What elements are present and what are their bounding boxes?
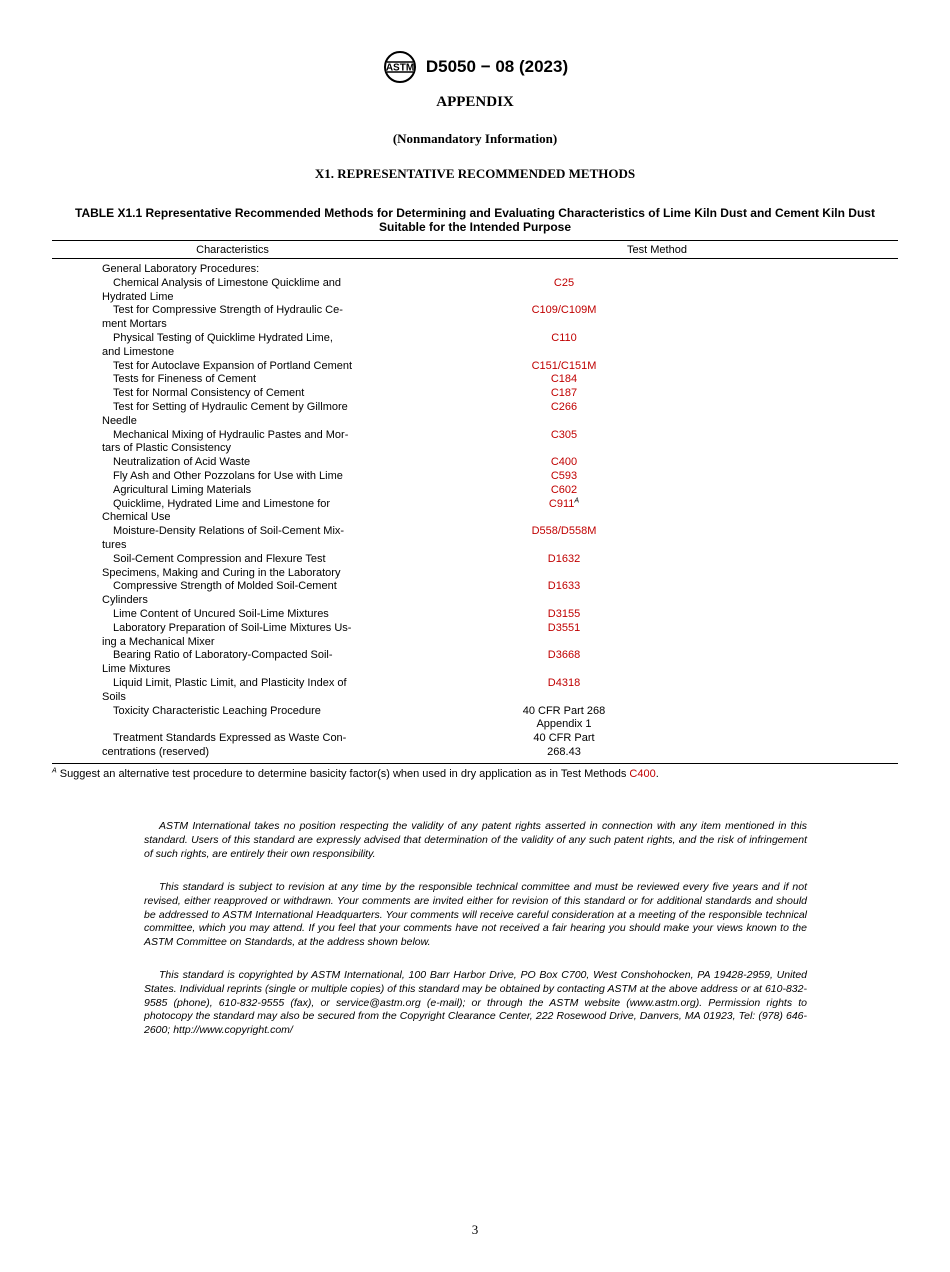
- group-label: General Laboratory Procedures:: [102, 263, 260, 275]
- footnote-end: .: [655, 768, 659, 780]
- patent-notice: ASTM International takes no position respecting the validity of any patent rights asserted in connection with any item mentioned in this standard. Users of this standard are expressly advised that determination of the validity of any such patent rights, and the risk of infringement of such rights, are entirely their own responsibility.: [144, 820, 807, 860]
- test-method-text: [364, 636, 764, 650]
- test-method-text: 40 CFR Part 268: [522, 704, 606, 717]
- characteristic-text: Laboratory Preparation of Soil-Lime Mixtures Us-: [113, 621, 352, 634]
- characteristic-text: Moisture-Density Relations of Soil-Cement Mix-: [113, 525, 345, 538]
- table-row: [102, 705, 782, 719]
- test-method-cell: [364, 732, 764, 746]
- characteristic-text: Hydrated Lime: [102, 290, 174, 303]
- characteristic-text: Bearing Ratio of Laboratory-Compacted Soil-: [113, 649, 333, 662]
- test-method-text: 40 CFR Part: [533, 732, 595, 745]
- characteristic-text: tures: [102, 538, 127, 551]
- column-header-test-method: Test Method: [627, 244, 687, 256]
- test-method-link[interactable]: C109/C109M: [531, 304, 597, 317]
- test-method-text: 268.43: [547, 745, 581, 758]
- test-method-cell: [364, 456, 764, 470]
- test-method-link[interactable]: D1632: [547, 552, 581, 565]
- table-row-continuation: [102, 636, 782, 650]
- section-title: X1. REPRESENTATIVE RECOMMENDED METHODS: [314, 166, 636, 181]
- characteristic-text: Mechanical Mixing of Hydraulic Pastes and Mor-: [113, 428, 349, 441]
- test-method-link[interactable]: D3668: [547, 649, 581, 662]
- table-row-continuation: [102, 663, 782, 677]
- nonmandatory-label: (Nonmandatory Information): [392, 131, 558, 146]
- test-method-text: [364, 539, 764, 553]
- footnote-marker: A: [574, 496, 580, 504]
- characteristic-text: Tests for Fineness of Cement: [113, 373, 257, 386]
- characteristic-text: Liquid Limit, Plastic Limit, and Plasticity Index of: [113, 676, 347, 689]
- test-method-text: [364, 663, 764, 677]
- characteristic-text: Quicklime, Hydrated Lime and Limestone for: [113, 497, 331, 510]
- table-row-continuation: [102, 594, 782, 608]
- test-method-link[interactable]: C911: [548, 497, 575, 510]
- test-method-text: [364, 415, 764, 429]
- footnote-link-c400[interactable]: C400: [629, 768, 656, 780]
- svg-text:ASTM: ASTM: [385, 62, 415, 74]
- table-row-continuation: [102, 415, 782, 429]
- table-row: [102, 470, 782, 484]
- table-row: [102, 677, 782, 691]
- table-header-rule: [52, 258, 898, 259]
- characteristic-text: Toxicity Characteristic Leaching Procedure: [113, 704, 321, 717]
- test-method-cell: [364, 373, 764, 387]
- copyright-notice: This standard is copyrighted by ASTM International, 100 Barr Harbor Drive, PO Box C700, West Conshohocken, PA 19428-2959, United States. Individual reprints (single or multiple copies) of this standard may be obtained by contacting ASTM at the above address or at 610-832-9585 (phone), 610-832-9555 (fax), or service@astm.org (e-mail); or through the ASTM website (www.astm.org). Permission rights to photocopy the standard may also be secured from the Copyright Clearance Center, 222 Rosewood Drive, Danvers, MA 01923, Tel: (978) 646-2600; http://www.copyright.com/: [144, 969, 807, 1037]
- test-method-cell: [364, 277, 764, 291]
- test-method-link[interactable]: C187: [550, 387, 578, 400]
- characteristic-text: Chemical Analysis of Limestone Quicklime and: [113, 276, 342, 289]
- test-method-link[interactable]: C25: [553, 276, 575, 289]
- characteristic-text: Physical Testing of Quicklime Hydrated Lime,: [113, 331, 333, 344]
- table-row: [102, 304, 782, 318]
- table-row: [102, 360, 782, 374]
- characteristic-text: Compressive Strength of Molded Soil-Cement: [113, 580, 337, 593]
- test-method-cell: [364, 677, 764, 691]
- table-row: [102, 332, 782, 346]
- test-method-text: Appendix 1: [536, 718, 592, 731]
- characteristic-text: Fly Ash and Other Pozzolans for Use with Lime: [113, 469, 343, 482]
- table-row-continuation: [102, 318, 782, 332]
- test-method-text: [364, 511, 764, 525]
- test-method-cell: [364, 332, 764, 346]
- table-row-continuation: [102, 539, 782, 553]
- characteristic-text: Test for Compressive Strength of Hydraulic Ce-: [113, 304, 343, 317]
- test-method-cell: [364, 470, 764, 484]
- characteristic-text: and Limestone: [102, 345, 175, 358]
- table-caption: TABLE X1.1 Representative Recommended Methods for Determining and Evaluating Characteristics of Lime Kiln Dust and Cement Kiln Dust Suitable for the Intended Purpose: [75, 206, 875, 234]
- test-method-cell: [364, 525, 764, 539]
- characteristic-text: Specimens, Making and Curing in the Laboratory: [102, 566, 341, 579]
- test-method-cell: [364, 498, 764, 512]
- table-row: [102, 580, 782, 594]
- table-row: [102, 498, 782, 512]
- characteristic-text: Treatment Standards Expressed as Waste Con-: [113, 732, 347, 745]
- test-method-link[interactable]: D4318: [547, 676, 581, 689]
- test-method-link[interactable]: D558/D558M: [531, 525, 597, 538]
- characteristic-text: Soil-Cement Compression and Flexure Test: [113, 552, 326, 565]
- characteristic-text: [102, 718, 364, 732]
- table-row-continuation: [102, 346, 782, 360]
- test-method-cell: [364, 622, 764, 636]
- test-method-link[interactable]: D3551: [547, 621, 581, 634]
- test-method-link[interactable]: C266: [550, 400, 578, 413]
- table-bottom-rule: [52, 763, 898, 764]
- test-method-link[interactable]: C305: [550, 428, 578, 441]
- table-row-continuation: [102, 746, 782, 760]
- test-method-cell: [364, 580, 764, 594]
- page-number: 3: [471, 1222, 479, 1237]
- characteristic-text: Soils: [102, 690, 126, 703]
- table-body: [102, 263, 782, 760]
- table-row-continuation: [102, 718, 782, 732]
- characteristic-text: Test for Autoclave Expansion of Portland Cement: [113, 359, 353, 372]
- characteristic-text: centrations (reserved): [102, 745, 209, 758]
- characteristic-text: Chemical Use: [102, 511, 171, 524]
- test-method-text: [364, 567, 764, 581]
- table-row: [102, 387, 782, 401]
- astm-logo-icon: [382, 50, 418, 84]
- test-method-text: [364, 291, 764, 305]
- characteristic-text: Test for Setting of Hydraulic Cement by Gillmore: [113, 400, 348, 413]
- footnote-text: Suggest an alternative test procedure to determine basicity factor(s) when used in dry application as in Test Methods: [56, 768, 630, 780]
- test-method-text: [364, 442, 764, 456]
- table-row: [102, 373, 782, 387]
- test-method-link[interactable]: C593: [550, 469, 578, 482]
- test-method-link[interactable]: C400: [550, 456, 578, 469]
- table-row-continuation: [102, 511, 782, 525]
- test-method-link[interactable]: C151/C151M: [531, 359, 597, 372]
- revision-notice: This standard is subject to revision at any time by the responsible technical committee and must be reviewed every five years and if not revised, either reapproved or withdrawn. Your comments are invited either for revision of this standard or for additional standards and should be addressed to ASTM International Headquarters. Your comments will receive careful consideration at a meeting of the responsible technical committee, which you may attend. If you feel that your comments have not received a fair hearing you should make your views known to the ASTM Committee on Standards, at the address shown below.: [144, 881, 807, 949]
- footnote-marker: A: [52, 767, 57, 775]
- characteristic-text: Needle: [102, 414, 137, 427]
- test-method-cell: [364, 387, 764, 401]
- table-row-continuation: [102, 691, 782, 705]
- test-method-cell: [364, 429, 764, 443]
- characteristic-text: ment Mortars: [102, 318, 167, 331]
- table-row: [102, 622, 782, 636]
- characteristic-text: Test for Normal Consistency of Cement: [113, 387, 305, 400]
- test-method-link[interactable]: C184: [550, 373, 578, 386]
- column-header-characteristics: Characteristics: [196, 244, 269, 256]
- table-row: [102, 608, 782, 622]
- test-method-cell: [364, 608, 764, 622]
- test-method-cell: [364, 484, 764, 498]
- test-method-text: [364, 594, 764, 608]
- table-footnote: [52, 768, 659, 780]
- table-row: [102, 429, 782, 443]
- appendix-title: APPENDIX: [436, 94, 514, 110]
- test-method-text: [364, 318, 764, 332]
- test-method-text: [364, 346, 764, 360]
- table-row: [102, 401, 782, 415]
- test-method-link[interactable]: D3155: [547, 607, 581, 620]
- table-row: [102, 525, 782, 539]
- table-row: [102, 553, 782, 567]
- characteristic-text: Neutralization of Acid Waste: [113, 456, 251, 469]
- table-row-continuation: [102, 291, 782, 305]
- test-method-text: [364, 691, 764, 705]
- characteristic-text: Agricultural Liming Materials: [113, 483, 252, 496]
- test-method-cell: [364, 360, 764, 374]
- document-id: D5050 − 08 (2023): [425, 57, 569, 76]
- test-method-link[interactable]: D1633: [547, 580, 581, 593]
- test-method-cell: [364, 304, 764, 318]
- test-method-link[interactable]: C110: [551, 331, 577, 344]
- table-row-continuation: [102, 442, 782, 456]
- table-row: [102, 484, 782, 498]
- characteristic-text: Lime Mixtures: [102, 663, 171, 676]
- test-method-cell: [364, 649, 764, 663]
- test-method-cell: [364, 553, 764, 567]
- characteristic-text: Lime Content of Uncured Soil-Lime Mixtures: [113, 607, 329, 620]
- table-row: [102, 649, 782, 663]
- table-row: [102, 732, 782, 746]
- table-row-continuation: [102, 567, 782, 581]
- table-row: [102, 456, 782, 470]
- table-row: [102, 277, 782, 291]
- test-method-cell: [364, 705, 764, 719]
- characteristic-text: ing a Mechanical Mixer: [102, 635, 215, 648]
- test-method-link[interactable]: C602: [550, 483, 578, 496]
- table-top-rule: [52, 240, 898, 241]
- characteristic-text: Cylinders: [102, 594, 148, 607]
- test-method-cell: [364, 401, 764, 415]
- page-header: [0, 50, 950, 89]
- characteristic-text: tars of Plastic Consistency: [102, 442, 231, 455]
